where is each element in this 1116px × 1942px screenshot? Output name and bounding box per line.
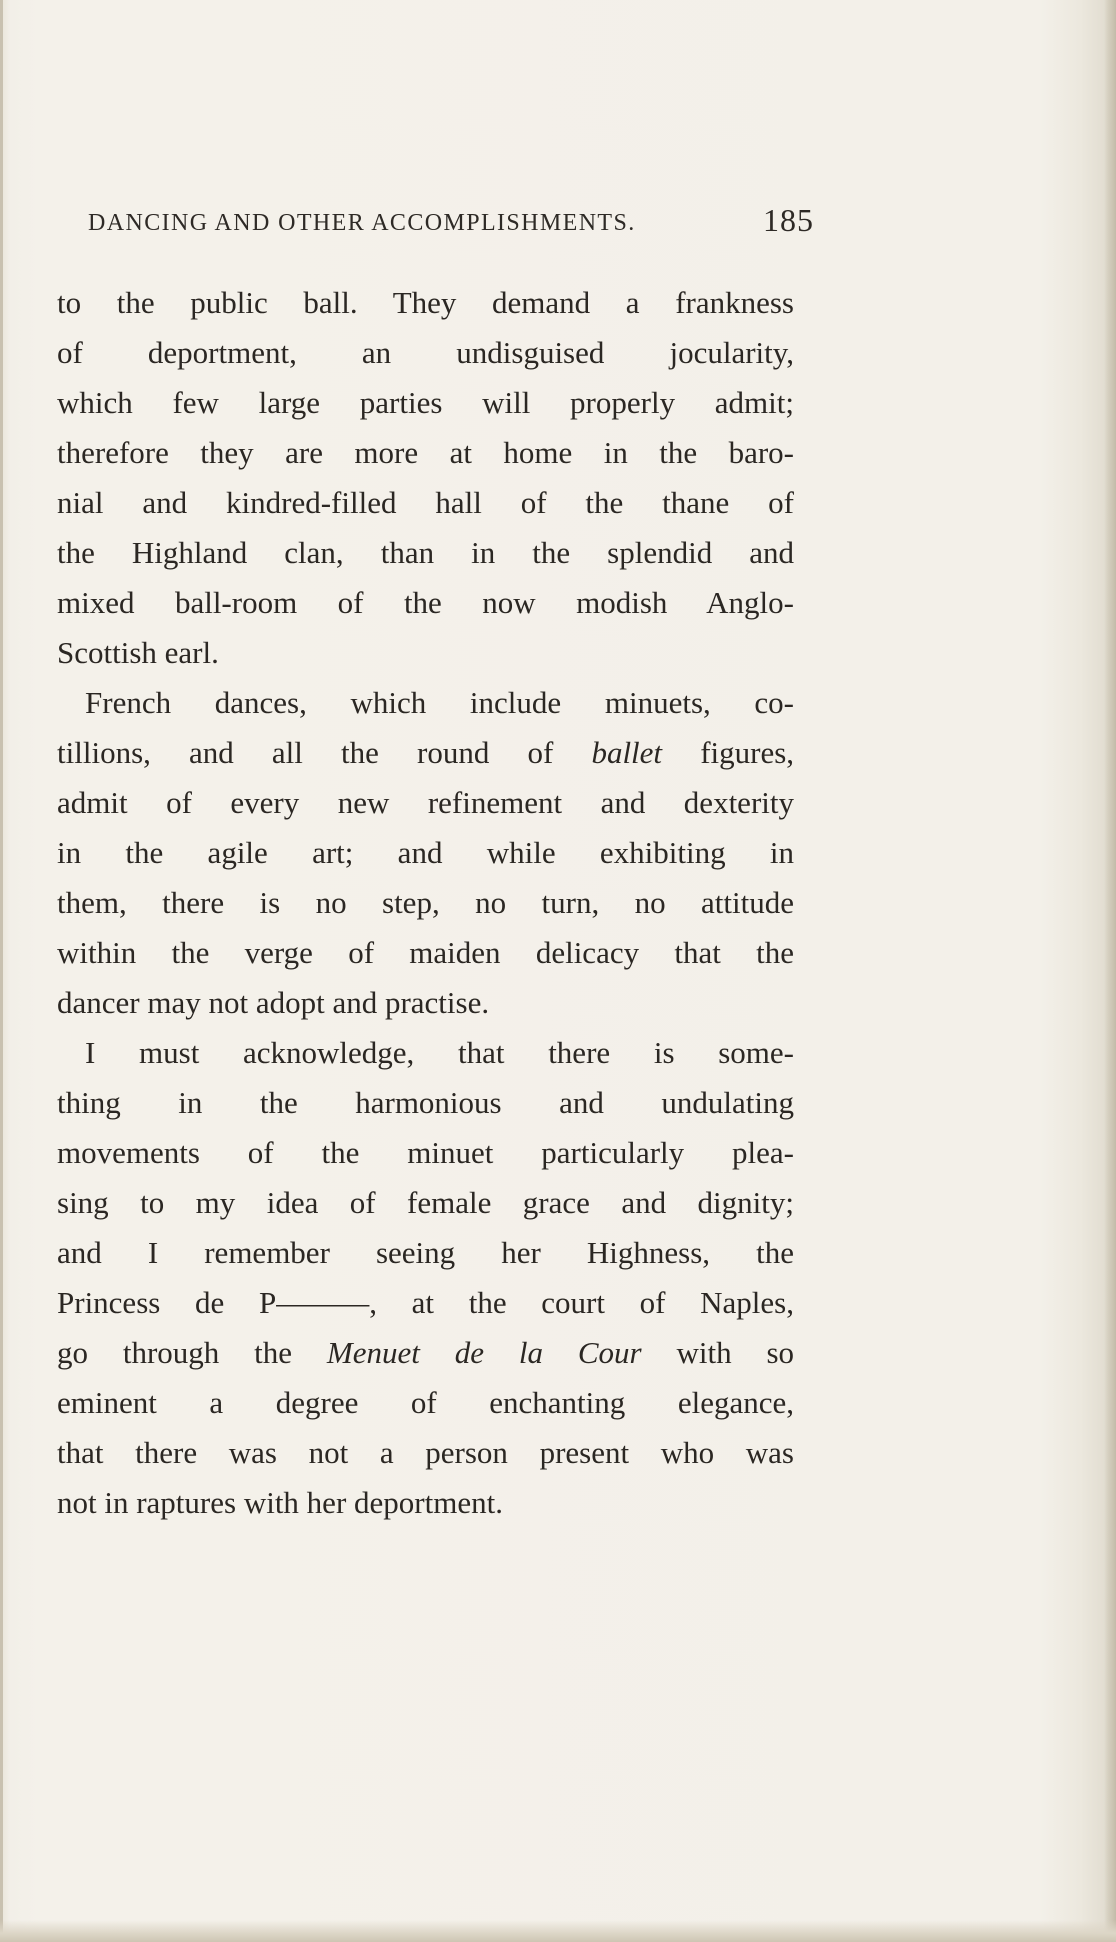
- text-fragment: figures,: [700, 735, 795, 770]
- text-line: and I remember seeing her Highness, the: [57, 1235, 794, 1270]
- text-line: within the verge of maiden delicacy that the: [57, 935, 794, 970]
- text-line: to the public ball. They demand a frankness: [57, 285, 794, 320]
- text-line: that there was not a person present who was: [57, 1435, 794, 1470]
- text-line: movements of the minuet particularly plea-: [57, 1135, 794, 1170]
- text-line: the Highland clan, than in the splendid and: [57, 535, 794, 570]
- running-title: DANCING AND OTHER ACCOMPLISHMENTS.: [88, 210, 636, 236]
- text-line: in the agile art; and while exhibiting in: [57, 835, 794, 870]
- page-right-edge: [1104, 0, 1116, 1942]
- page-left-edge: [0, 0, 3, 1942]
- text-line: [57, 728, 794, 778]
- text-line: dancer may not adopt and practise.: [57, 985, 490, 1020]
- text-line: them, there is no step, no turn, no attitude: [57, 885, 794, 920]
- text-line: thing in the harmonious and undulating: [57, 1085, 794, 1120]
- text-line: nial and kindred-filled hall of the thane of: [57, 485, 794, 520]
- text-fragment: go through the: [57, 1335, 293, 1370]
- body-text: [57, 278, 794, 1528]
- italic-term: ballet: [591, 735, 663, 770]
- page-number: 185: [763, 202, 814, 238]
- running-head: [88, 202, 814, 242]
- text-line: I must acknowledge, that there is some-: [85, 1035, 794, 1070]
- text-line: which few large parties will properly admit;: [57, 385, 794, 420]
- text-line: therefore they are more at home in the baro-: [57, 435, 794, 470]
- text-line: admit of every new refinement and dexterity: [57, 785, 794, 820]
- text-fragment: with so: [676, 1335, 795, 1370]
- text-line: French dances, which include minuets, co-: [85, 685, 794, 720]
- page-bottom-edge: [0, 1920, 1116, 1942]
- text-line: Scottish earl.: [57, 635, 219, 670]
- italic-term: Menuet de la Cour: [326, 1335, 642, 1370]
- text-line: mixed ball-room of the now modish Anglo-: [57, 585, 794, 620]
- text-line: of deportment, an undisguised jocularity,: [57, 335, 794, 370]
- text-line: [57, 1328, 794, 1378]
- text-line: eminent a degree of enchanting elegance,: [57, 1385, 794, 1420]
- text-line: Princess de P———, at the court of Naples,: [57, 1285, 794, 1320]
- text-line: sing to my idea of female grace and dignity;: [57, 1185, 794, 1220]
- text-fragment: tillions, and all the round of: [57, 735, 554, 770]
- text-line: not in raptures with her deportment.: [57, 1485, 503, 1520]
